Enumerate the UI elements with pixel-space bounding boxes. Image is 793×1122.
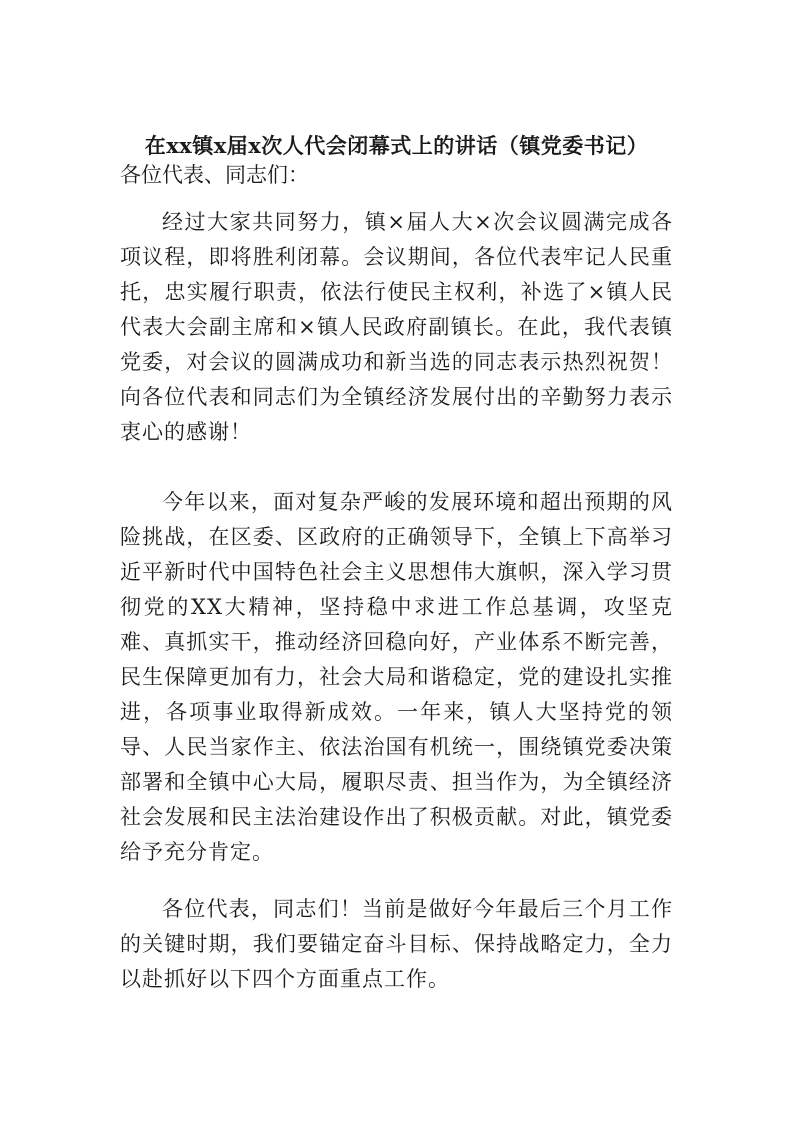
paragraph-1: 经过大家共同努力，镇×届人大×次会议圆满完成各项议程，即将胜利闭幕。会议期间，各位代表牢记人民重托，忠实履行职责，依法行使民主权利，补选了×镇人民代表大会副主席和×镇人民政府副镇长。在此，我代表镇党委，对会议的圆满成功和新当选的同志表示热烈祝贺！向各位代表和同志们为全镇经济发展付出的辛勤努力表示衷心的感谢！	[120, 210, 673, 444]
paragraph-3: 各位代表，同志们！当前是做好今年最后三个月工作的关键时期，我们要锚定奋斗目标、保持战略定力，全力以赴抓好以下四个方面重点工作。	[120, 897, 673, 991]
paragraph-2: 今年以来，面对复杂严峻的发展环境和超出预期的风险挑战，在区委、区政府的正确领导下，全镇上下高举习近平新时代中国特色社会主义思想伟大旗帜，深入学习贯彻党的XX大精神，坚持稳中求进工作总基调，攻坚克难、真抓实干，推动经济回稳向好，产业体系不断完善，民生保障更加有力，社会大局和谐稳定，党的建设扎实推进，各项事业取得新成效。一年来，镇人大坚持党的领导、人民当家作主、依法治国有机统一，围绕镇党委决策部署和全镇中心大局，履职尽责、担当作为，为全镇经济社会发展和民主法治建设作出了积极贡献。对此，镇党委给予充分肯定。	[120, 490, 673, 864]
salutation: 各位代表、同志们：	[120, 163, 309, 187]
document-title: 在xx镇x届x次人代会闭幕式上的讲话（镇党委书记）	[144, 133, 649, 158]
